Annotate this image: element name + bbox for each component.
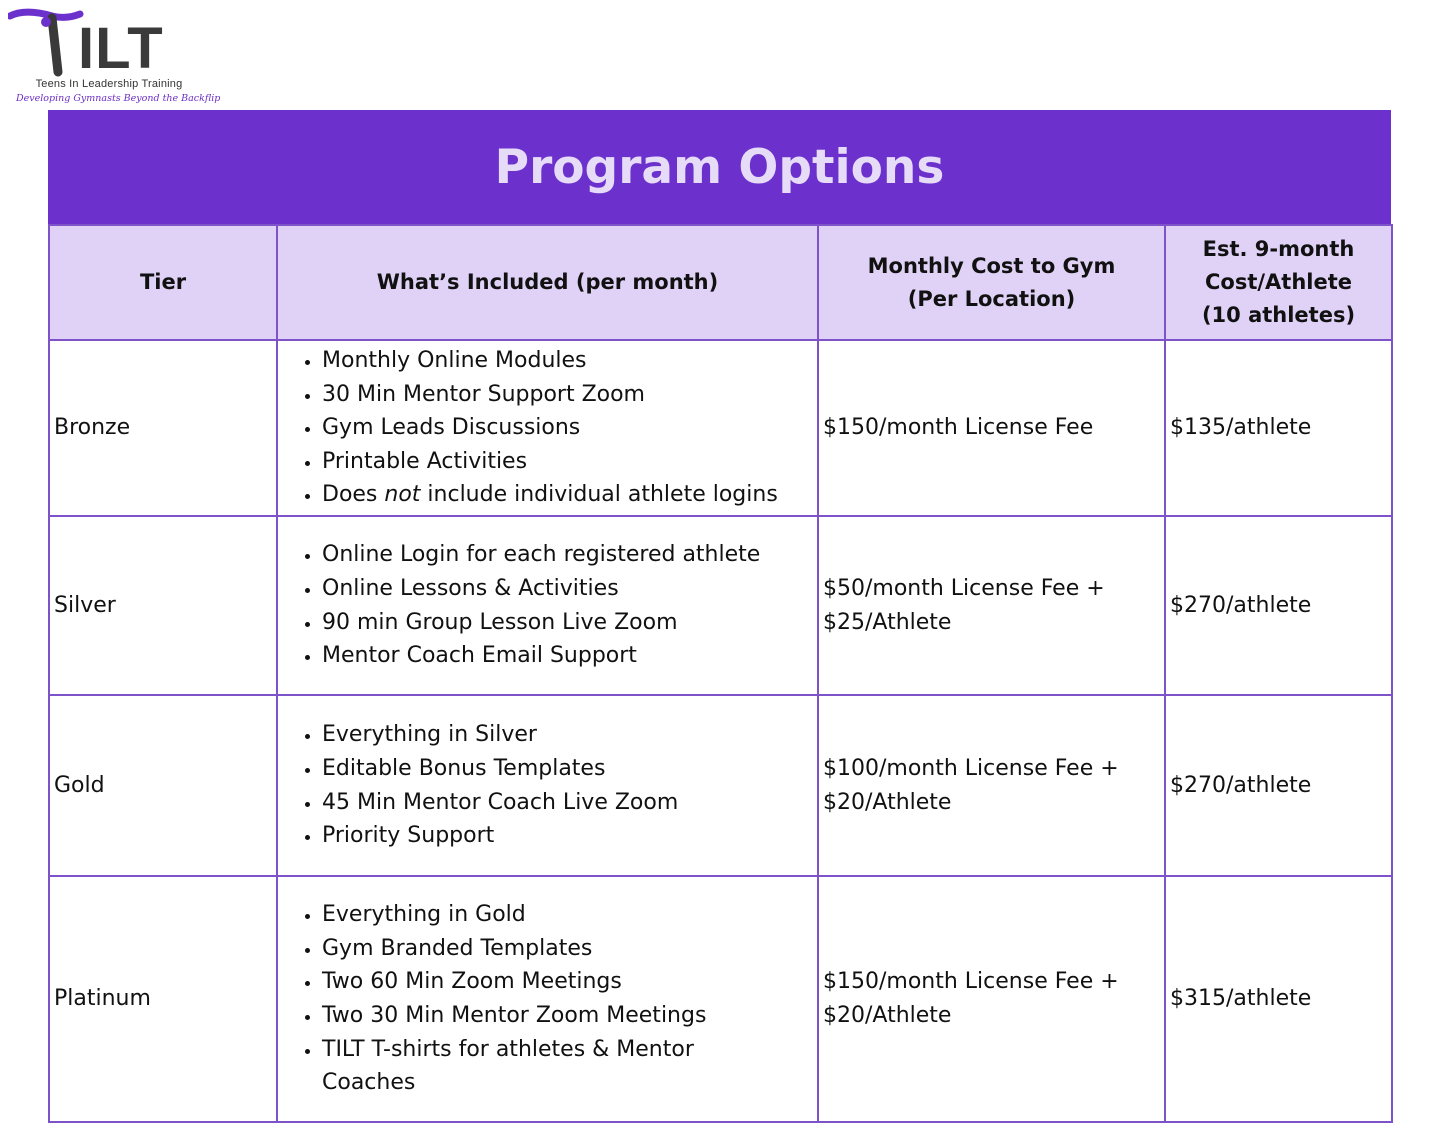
tier-cell: Bronze (49, 340, 277, 516)
list-item: • 90 min Group Lesson Live Zoom (322, 606, 817, 640)
est-cell: $315/athlete (1165, 876, 1392, 1122)
list-item-text: Does (322, 482, 385, 508)
header-included: What’s Included (per month) (277, 225, 818, 340)
gymnast-logo-icon (8, 6, 88, 78)
list-item: • Online Lessons & Activities (322, 572, 817, 606)
list-item: • Editable Bonus Templates (322, 752, 817, 786)
est-cell: $270/athlete (1165, 516, 1392, 695)
list-item: • Two 60 Min Zoom Meetings (322, 965, 747, 999)
table-row (49, 876, 1392, 1122)
list-item-emphasis: not (384, 482, 421, 508)
cost-line: $50/month License Fee + (823, 575, 1105, 601)
header-est-cost (1165, 225, 1392, 340)
tier-cell: Platinum (49, 876, 277, 1122)
logo (8, 6, 221, 104)
est-cell: $135/athlete (1165, 340, 1392, 516)
logo-tagline: Teens In Leadership Training (35, 78, 183, 90)
list-item: • 45 Min Mentor Coach Live Zoom (322, 786, 817, 820)
list-item: • Mentor Coach Email Support (322, 639, 817, 673)
table-title: Program Options (48, 110, 1391, 224)
cost-line: $20/Athlete (823, 1003, 952, 1028)
est-cell: $270/athlete (1165, 695, 1392, 876)
cost-line: $100/month License Fee + (823, 755, 1119, 781)
feature-list (300, 898, 817, 1100)
cost-line: $25/Athlete (823, 609, 952, 635)
included-cell (277, 695, 818, 876)
table-row (49, 695, 1392, 876)
included-cell (277, 340, 818, 516)
cost-cell (818, 695, 1165, 876)
included-cell (277, 876, 818, 1122)
header-est-line3: (10 athletes) (1201, 303, 1356, 327)
program-options-table (48, 110, 1391, 1123)
cost-cell (818, 340, 1165, 516)
feature-list (300, 538, 817, 672)
list-item: • Priority Support (322, 819, 817, 853)
list-item: • Everything in Gold (322, 898, 747, 932)
logo-wordmark: ILT (78, 16, 164, 81)
header-row (49, 225, 1392, 340)
list-item: • Everything in Silver (322, 718, 817, 752)
header-cost-line2: (Per Location) (907, 286, 1076, 311)
cost-line: $20/Athlete (823, 789, 952, 815)
cost-cell (818, 876, 1165, 1122)
list-item-text: include individual athlete logins (420, 482, 778, 508)
header-est-line1: Est. 9-month (1202, 237, 1355, 261)
tier-cell: Silver (49, 516, 277, 695)
list-item: • Printable Activities (322, 445, 817, 479)
list-item (322, 478, 817, 512)
tier-cell: Gold (49, 695, 277, 876)
list-item: • Two 30 Min Mentor Zoom Meetings (322, 999, 747, 1033)
logo-slogan: Developing Gymnasts Beyond the Backflip (16, 93, 221, 104)
list-item: • Gym Leads Discussions (322, 411, 817, 445)
feature-list (300, 718, 817, 852)
cost-cell (818, 516, 1165, 695)
list-item: • Gym Branded Templates (322, 932, 747, 966)
list-item: • Online Login for each registered athlete (322, 538, 817, 572)
feature-list (300, 344, 817, 512)
header-monthly-cost (818, 225, 1165, 340)
header-cost-line1: Monthly Cost to Gym (867, 253, 1116, 278)
table-row (49, 516, 1392, 695)
header-est-line2: Cost/Athlete (1204, 270, 1352, 294)
cost-line: $150/month License Fee + (823, 969, 1119, 995)
header-tier: Tier (49, 225, 277, 340)
list-item: • Monthly Online Modules (322, 344, 817, 378)
list-item: • 30 Min Mentor Support Zoom (322, 378, 817, 412)
table-row (49, 340, 1392, 516)
included-cell (277, 516, 818, 695)
options-grid (48, 224, 1393, 1123)
list-item: • TILT T-shirts for athletes & Mentor Coaches (322, 1033, 747, 1100)
cost-line: $150/month License Fee (823, 415, 1094, 441)
